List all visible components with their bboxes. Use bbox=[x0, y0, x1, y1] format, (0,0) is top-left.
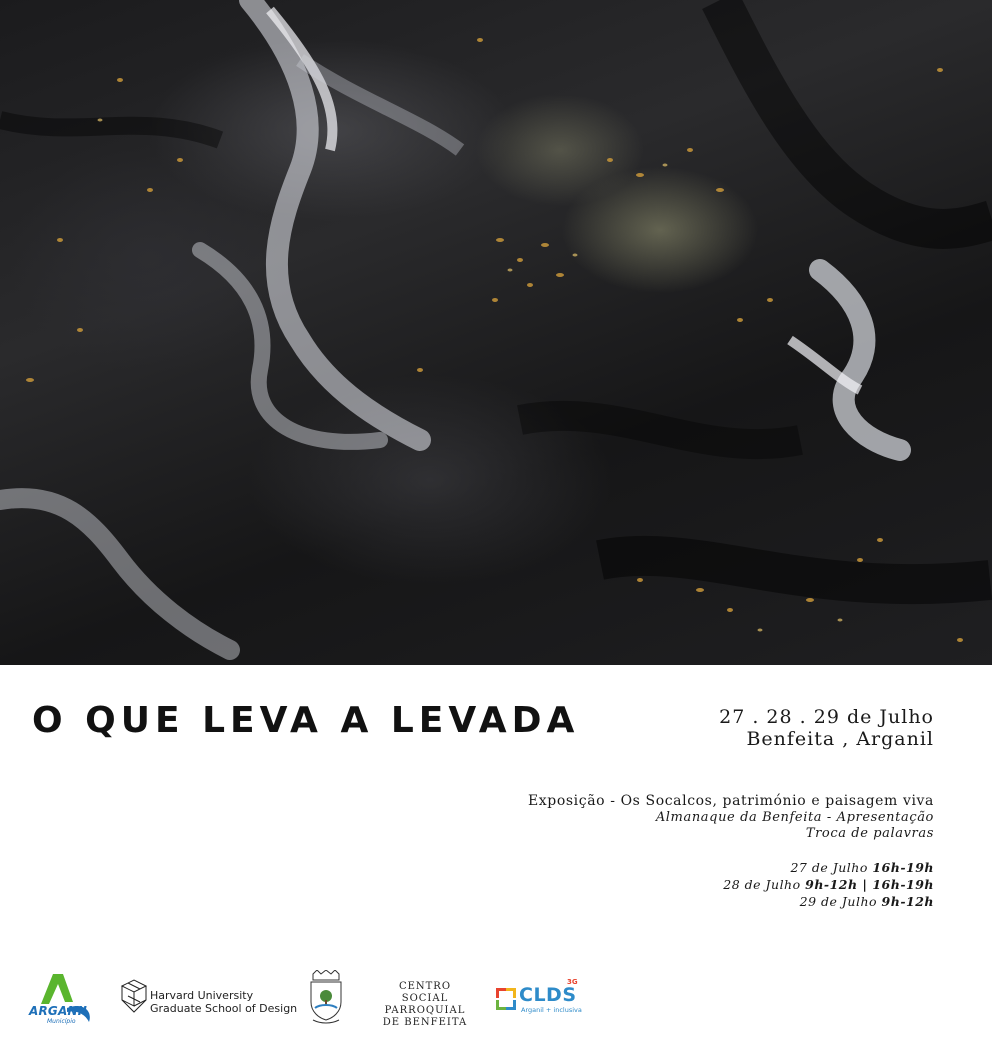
event-days: 27 . 28 . 29 de Julho bbox=[719, 706, 934, 728]
centro-line1: CENTRO SOCIAL bbox=[398, 981, 452, 1004]
event-place: Benfeita , Arganil bbox=[746, 728, 934, 750]
clds-logo bbox=[494, 978, 584, 1018]
schedule-item bbox=[723, 859, 934, 876]
sponsor-logos bbox=[0, 968, 992, 1028]
arganil-sub: Município bbox=[47, 1018, 76, 1025]
schedule-day: 28 de Julho bbox=[723, 877, 806, 892]
schedule-hours: 9h-12h bbox=[881, 894, 934, 909]
arganil-name: ARGANIL bbox=[29, 1004, 91, 1018]
arganil-logo bbox=[27, 972, 97, 1026]
program-exchange: Troca de palavras bbox=[805, 826, 934, 841]
harvard-line1: Harvard University bbox=[150, 989, 254, 1002]
schedule-day: 27 de Julho bbox=[790, 860, 873, 875]
harvard-line2: Graduate School of Design bbox=[150, 1002, 298, 1015]
centro-line2: PARROQUIAL bbox=[384, 1005, 466, 1016]
clds-bracket-icon bbox=[494, 986, 518, 1012]
centro-social-logo bbox=[376, 981, 474, 1029]
crest-shield-icon bbox=[305, 970, 347, 1026]
event-dates bbox=[719, 706, 934, 750]
clds-name: CLDS bbox=[519, 984, 577, 1006]
program-list bbox=[528, 793, 934, 842]
harvard-cube-icon bbox=[120, 978, 148, 1014]
schedule-item bbox=[723, 893, 934, 910]
schedule-list bbox=[723, 859, 934, 910]
harvard-gsd-logo bbox=[120, 976, 298, 1016]
harvard-text bbox=[150, 989, 297, 1015]
schedule-hours: 16h-19h bbox=[872, 860, 934, 875]
schedule-hours: 9h-12h | 16h-19h bbox=[805, 877, 934, 892]
schedule-day: 29 de Julho bbox=[799, 894, 882, 909]
program-almanac: Almanaque da Benfeita - Apresentação bbox=[655, 810, 934, 825]
exhibition-title: O QUE LEVA A LEVADA bbox=[32, 700, 580, 741]
schedule-item bbox=[723, 876, 934, 893]
benfeita-crest-logo bbox=[305, 970, 347, 1026]
program-exhibition: Exposição - Os Socalcos, património e paisagem viva bbox=[527, 793, 934, 809]
clds-badge: 3G bbox=[567, 978, 578, 986]
centro-line3: DE BENFEITA bbox=[382, 1017, 468, 1028]
clds-sub: Arganil + inclusiva bbox=[521, 1006, 582, 1014]
